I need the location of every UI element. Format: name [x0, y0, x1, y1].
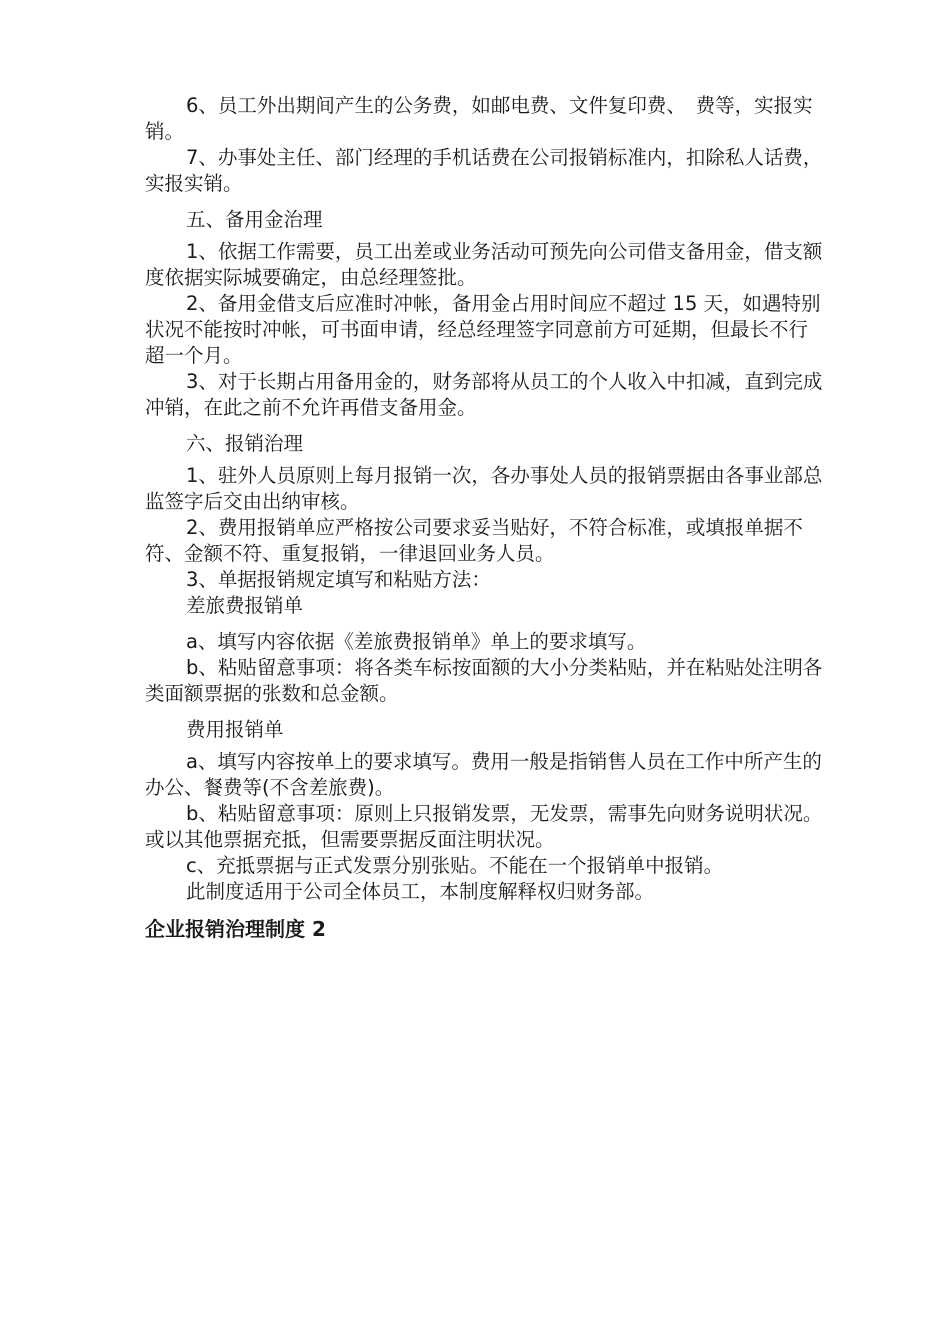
section-title: 企业报销治理制度 2: [145, 917, 326, 941]
subheading-travel-form: 差旅费报销单: [185, 594, 303, 617]
heading-petty-cash: 五、备用金治理: [185, 208, 323, 231]
subheading-expense-form: 费用报销单: [185, 718, 284, 741]
paragraph-reimbursement-1: 1、驻外人员原则上每月报销一次，各办事处人员的报销票据由各事业部总监签字后交由出纳审核。: [145, 464, 823, 513]
paragraph-reimbursement-3: 3、单据报销规定填写和粘贴方法：: [185, 568, 491, 591]
paragraph-petty-cash-3: 3、对于长期占用备用金的，财务部将从员工的个人收入中扣减，直到完成冲销，在此之前不允许再借支备用金。: [145, 370, 823, 419]
paragraph-7-phone-fee: 7、办事处主任、部门经理的手机话费在公司报销标准内，扣除私人话费，实报实销。: [145, 146, 823, 195]
paragraph-expense-b: b、粘贴留意事项：原则上只报销发票，无发票，需事先向财务说明状况。或以其他票据充抵，但需要票据反面注明状况。: [145, 802, 823, 851]
paragraph-expense-a: a、填写内容按单上的要求填写。费用一般是指销售人员在工作中所产生的办公、餐费等(不含差旅费)。: [145, 750, 822, 799]
paragraph-reimbursement-2: 2、费用报销单应严格按公司要求妥当贴好，不符合标准，或填报单据不符、金额不符、重复报销，一律退回业务人员。: [145, 516, 803, 565]
paragraph-petty-cash-2: 2、备用金借支后应准时冲帐，备用金占用时间应不超过 15 天，如遇特别状况不能按时冲帐，可书面申请，经总经理签字同意前方可延期，但最长不行超一个月。: [145, 292, 821, 367]
heading-reimbursement: 六、报销治理: [185, 432, 303, 455]
paragraph-scope: 此制度适用于公司全体员工，本制度解释权归财务部。: [185, 880, 654, 903]
paragraph-petty-cash-1: 1、依据工作需要，员工出差或业务活动可预先向公司借支备用金，借支额度依据实际城要确定，由总经理签批。: [145, 240, 823, 289]
paragraph-travel-b: b、粘贴留意事项：将各类车标按面额的大小分类粘贴，并在粘贴处注明各类面额票据的张数和总金额。: [145, 656, 823, 705]
paragraph-6-public-expense: 6、员工外出期间产生的公务费，如邮电费、文件复印费、 费等，实报实销。: [145, 94, 813, 143]
paragraph-travel-a: a、填写内容依据《差旅费报销单》单上的要求填写。: [185, 630, 647, 653]
paragraph-expense-c: c、充抵票据与正式发票分别张贴。不能在一个报销单中报销。: [185, 854, 724, 877]
document-body: [145, 93, 825, 943]
